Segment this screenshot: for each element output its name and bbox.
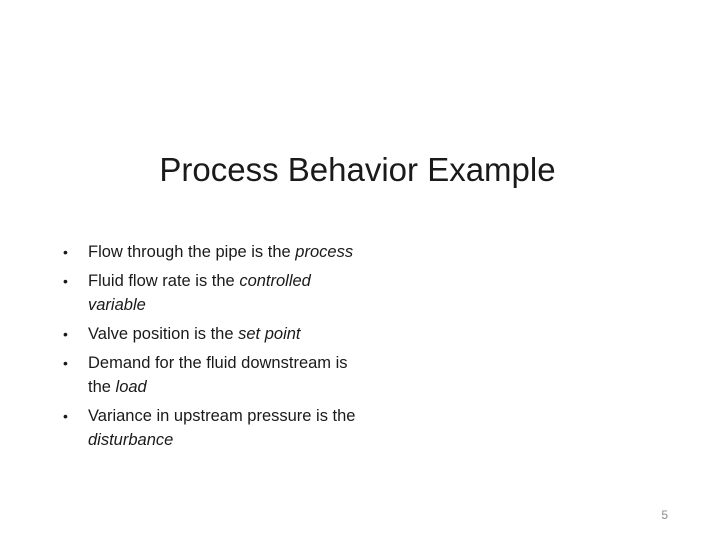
page-number: 5	[661, 508, 668, 522]
bullet-item	[60, 404, 360, 452]
bullet-text: Flow through the pipe is the	[88, 243, 296, 261]
bullet-text: Demand for the fluid downstream is the	[88, 354, 348, 396]
bullet-icon: •	[63, 408, 68, 424]
bullet-text: Variance in upstream pressure is the	[88, 407, 356, 425]
bullet-item	[60, 269, 360, 317]
bullet-emphasis: process	[295, 243, 354, 261]
bullet-item	[60, 351, 360, 399]
bullet-emphasis: set point	[238, 325, 301, 343]
bullet-text: Fluid flow rate is the	[88, 272, 240, 290]
bullet-icon: •	[63, 326, 68, 342]
bullet-icon: •	[63, 244, 68, 260]
bullet-emphasis: disturbance	[88, 431, 174, 449]
bullet-emphasis: load	[115, 378, 147, 396]
bullet-icon: •	[63, 273, 68, 289]
bullet-item	[60, 322, 360, 346]
slide-title: Process Behavior Example	[159, 151, 556, 188]
bullet-list	[60, 240, 360, 457]
bullet-item	[60, 240, 360, 264]
bullet-emphasis: controlled variable	[88, 272, 311, 314]
bullet-icon: •	[63, 355, 68, 371]
bullet-text: Valve position is the	[88, 325, 239, 343]
